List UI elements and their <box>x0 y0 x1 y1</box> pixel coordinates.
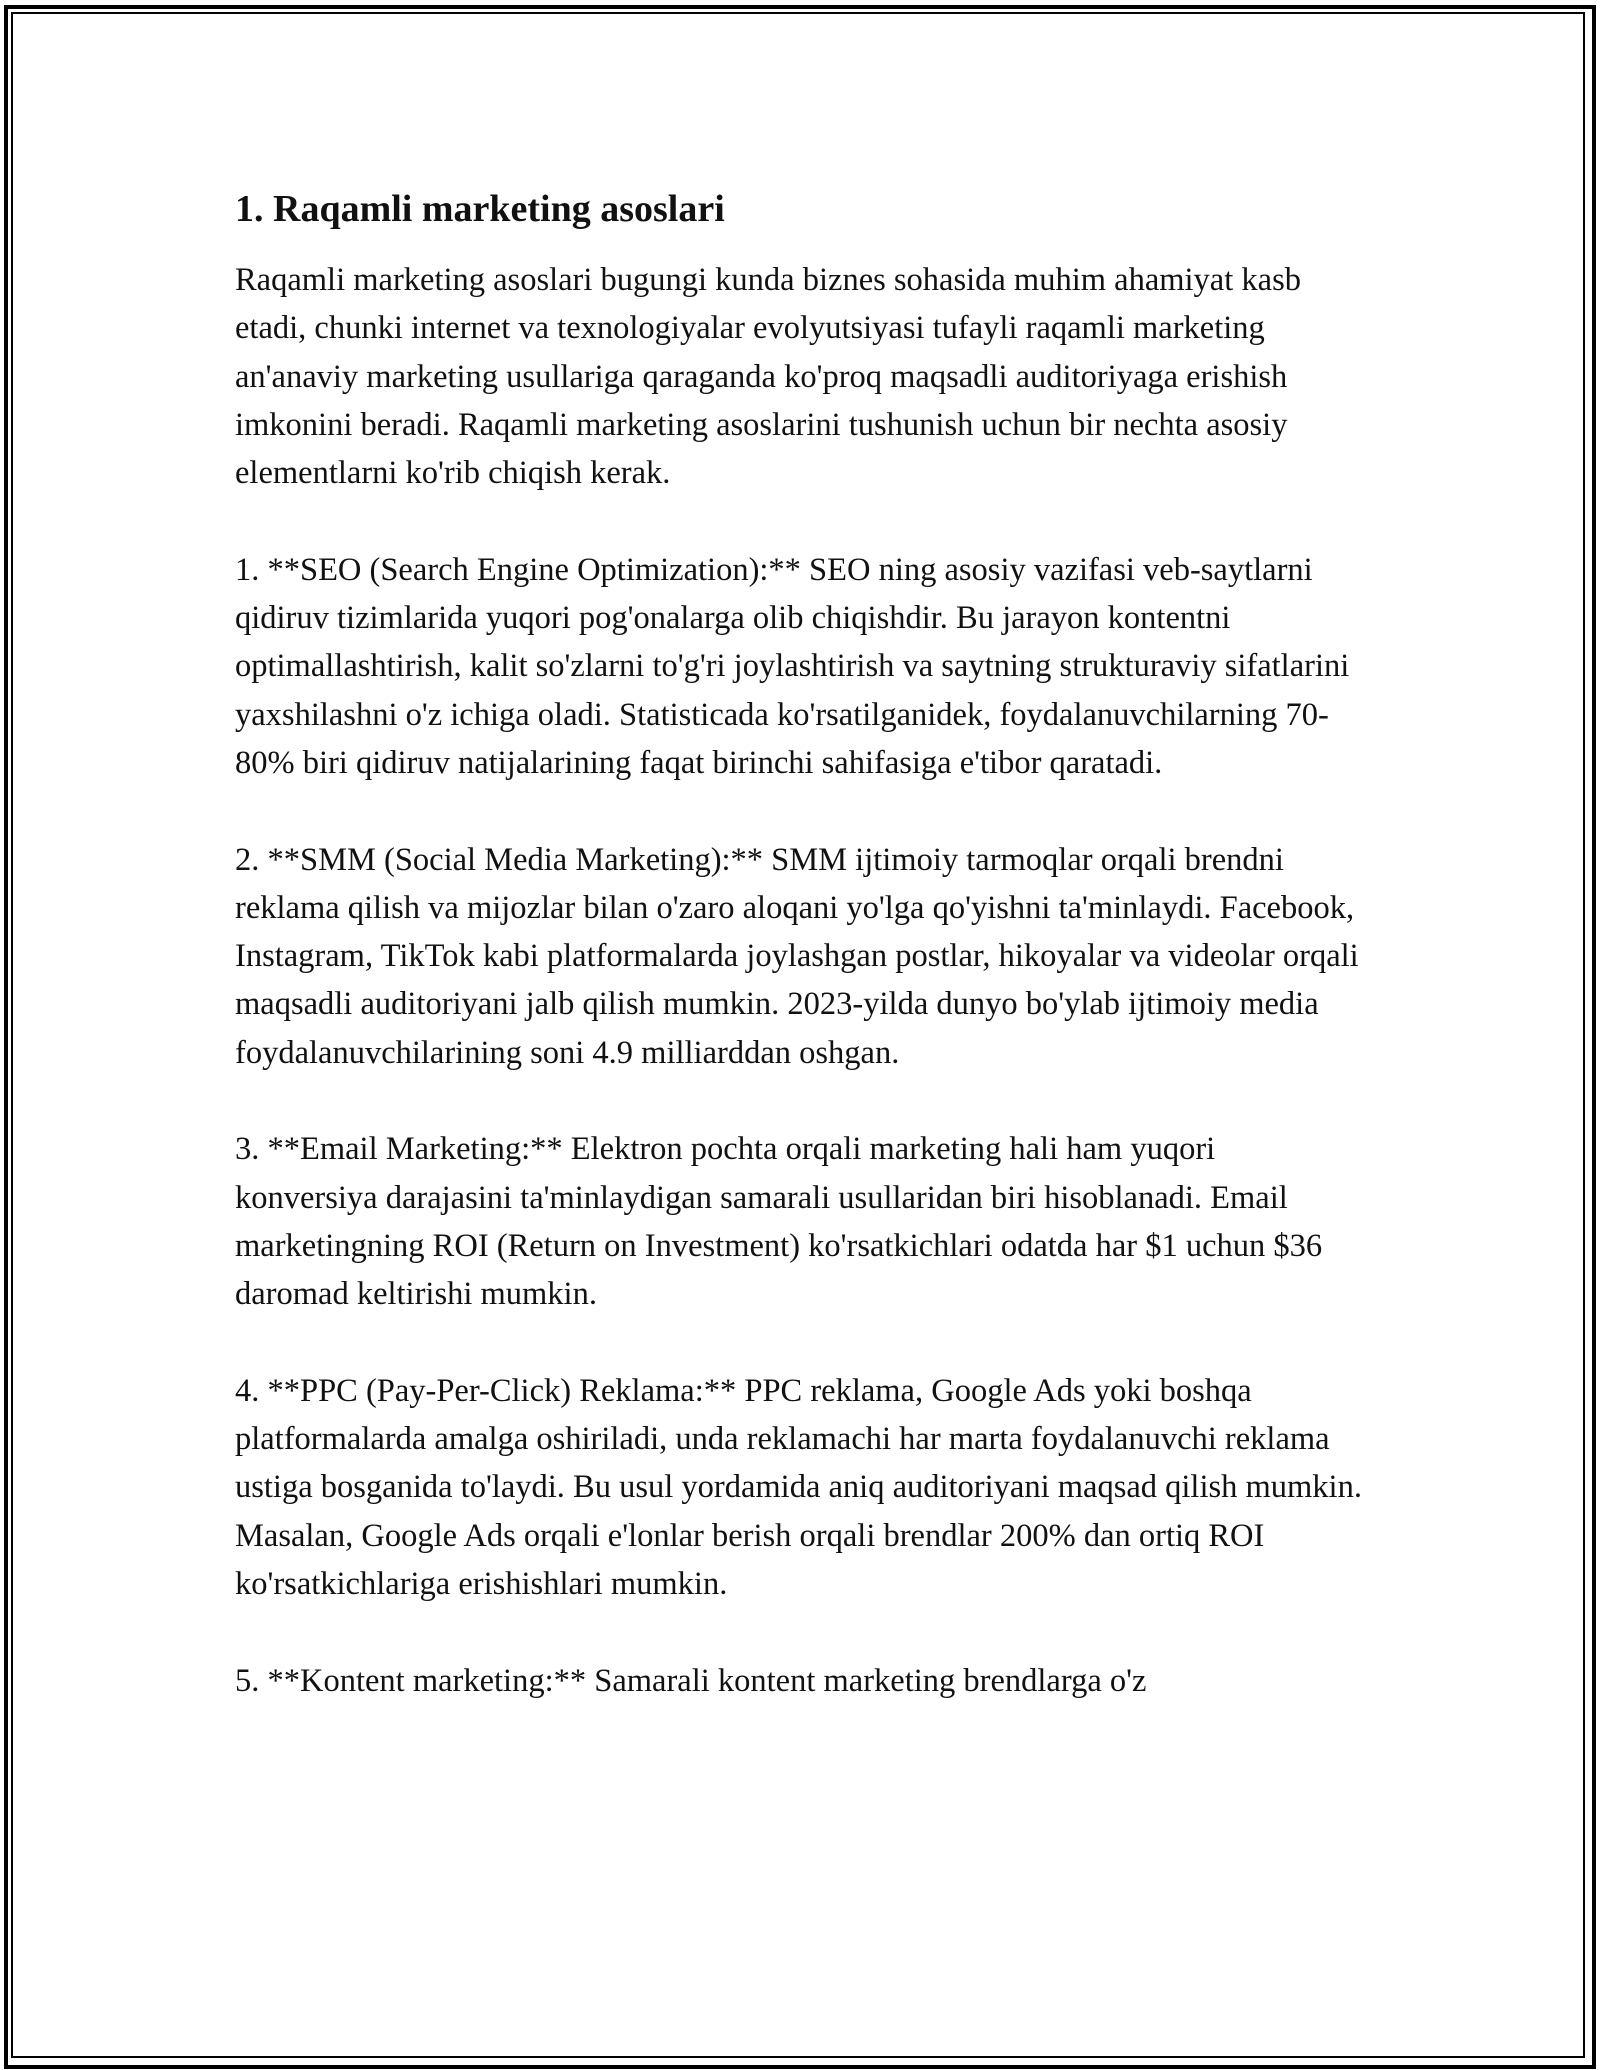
smm-paragraph: 2. **SMM (Social Media Marketing):** SMM ijtimoiy tarmoqlar orqali brendni reklama qilish va mijozlar bilan o'zaro aloqani yo'lga qo'yishni ta'minlaydi. Facebook, Instagram, TikTok kabi platformalarda joylashgan postlar, hikoyalar va videolar orqali maqsadli auditoriyani jalb qilish mumkin. 2023-yilda dunyo bo'ylab ijtimoiy media foydalanuvchilarining soni 4.9 milliarddan oshgan. <box>235 841 1359 1071</box>
content-marketing-paragraph: 5. **Kontent marketing:** Samarali kontent marketing brendlarga o'z <box>235 1662 1147 1699</box>
document-body <box>235 185 1365 1753</box>
ppc-paragraph: 4. **PPC (Pay-Per-Click) Reklama:** PPC reklama, Google Ads yoki boshqa platformalarda amalga oshiriladi, unda reklamachi har marta foydalanuvchi reklama ustiga bosganida to'laydi. Bu usul yordamida aniq auditoriyani maqsad qilish mumkin. Masalan, Google Ads orqali e'lonlar berish orqali brendlar 200% dan ortiq ROI ko'rsatkichlariga erishishlari mumkin. <box>235 1372 1362 1603</box>
section-heading: 1. Raqamli marketing asoslari <box>235 188 725 230</box>
seo-paragraph: 1. **SEO (Search Engine Optimization):** SEO ning asosiy vazifasi veb-saytlarni qidiruv tizimlarida yuqori pog'onalarga olib chiqishdir. Bu jarayon kontentni optimallashtirish, kalit so'zlarni to'g'ri joylashtirish va saytning strukturaviy sifatlarini yaxshilashni o'z ichiga oladi. Statisticada ko'rsatilganidek, foydalanuvchilarning 70-80% biri qidiruv natijalarining faqat birinchi sahifasiga e'tibor qaratadi. <box>235 551 1350 781</box>
email-marketing-paragraph: 3. **Email Marketing:** Elektron pochta orqali marketing hali ham yuqori konversiya darajasini ta'minlaydigan samarali usullaridan biri hisoblanadi. Email marketingning ROI (Return on Investment) ko'rsatkichlari odatda har $1 uchun $36 daromad keltirishi mumkin. <box>235 1131 1323 1313</box>
intro-paragraph: Raqamli marketing asoslari bugungi kunda biznes sohasida muhim ahamiyat kasb etadi, chunki internet va texnologiyalar evolyutsiyasi tufayli raqamli marketing an'anaviy marketing usullariga qaraganda ko'proq maqsadli auditoriyaga erishish imkonini beradi. Raqamli marketing asoslarini tushunish uchun bir nechta asosiy elementlarni ko'rib chiqish kerak. <box>235 262 1301 492</box>
